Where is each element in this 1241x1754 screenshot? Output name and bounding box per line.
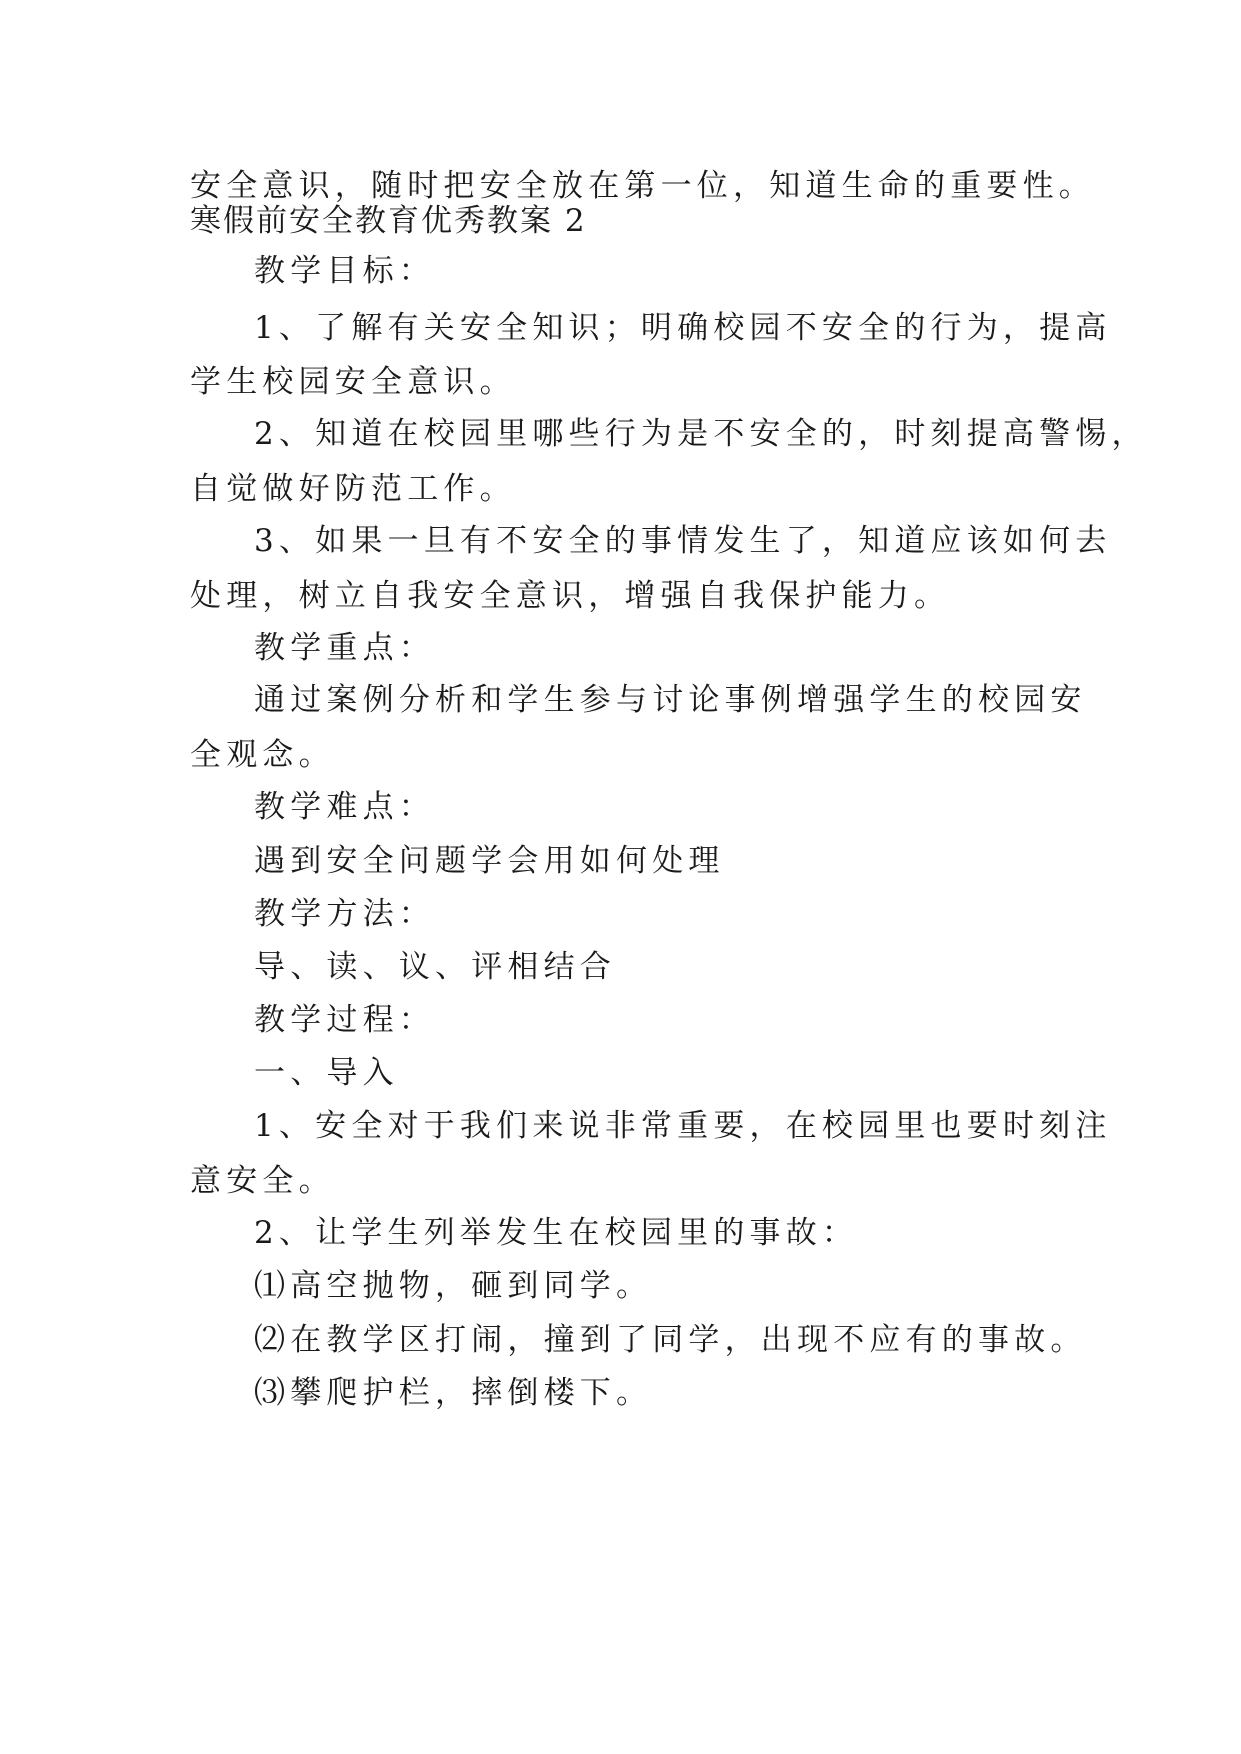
list-item: ⑶攀爬护栏，摔倒楼下。 — [254, 1375, 653, 1411]
text-line: 教学过程： — [254, 1002, 435, 1038]
text-line: 教学目标： — [254, 253, 435, 289]
section-title: 寒假前安全教育优秀教案 2 — [190, 203, 587, 239]
text-line: 教学难点： — [254, 789, 435, 825]
text-line: 意安全。 — [190, 1163, 335, 1199]
list-item: ⑵在教学区打闹，撞到了同学，出现不应有的事故。 — [254, 1322, 1087, 1358]
text-line: 学生校园安全意识。 — [190, 364, 516, 400]
text-line: 3、如果一旦有不安全的事情发生了，知道应该如何去 — [254, 523, 1112, 559]
list-item: ⑴高空抛物，砸到同学。 — [254, 1268, 653, 1304]
text-line: 一、导入 — [254, 1055, 399, 1091]
text-line: 1、了解有关安全知识；明确校园不安全的行为，提高 — [254, 310, 1112, 346]
text-line: 教学方法： — [254, 896, 435, 932]
text-line: 遇到安全问题学会用如何处理 — [254, 843, 725, 879]
text-line: 导、读、议、评相结合 — [254, 949, 616, 985]
text-line: 2、知道在校园里哪些行为是不安全的，时刻提高警惕， — [254, 416, 1148, 452]
text-line: 全观念。 — [190, 737, 335, 773]
text-line: 1、安全对于我们来说非常重要，在校园里也要时刻注 — [254, 1108, 1112, 1144]
text-line: 教学重点： — [254, 630, 435, 666]
text-line: 安全意识，随时把安全放在第一位，知道生命的重要性。 — [190, 168, 1095, 204]
text-line: 自觉做好防范工作。 — [190, 471, 516, 507]
text-line: 处理，树立自我安全意识，增强自我保护能力。 — [190, 578, 951, 614]
text-line: 2、让学生列举发生在校园里的事故： — [254, 1215, 859, 1251]
text-line: 通过案例分析和学生参与讨论事例增强学生的校园安 — [254, 682, 1087, 718]
